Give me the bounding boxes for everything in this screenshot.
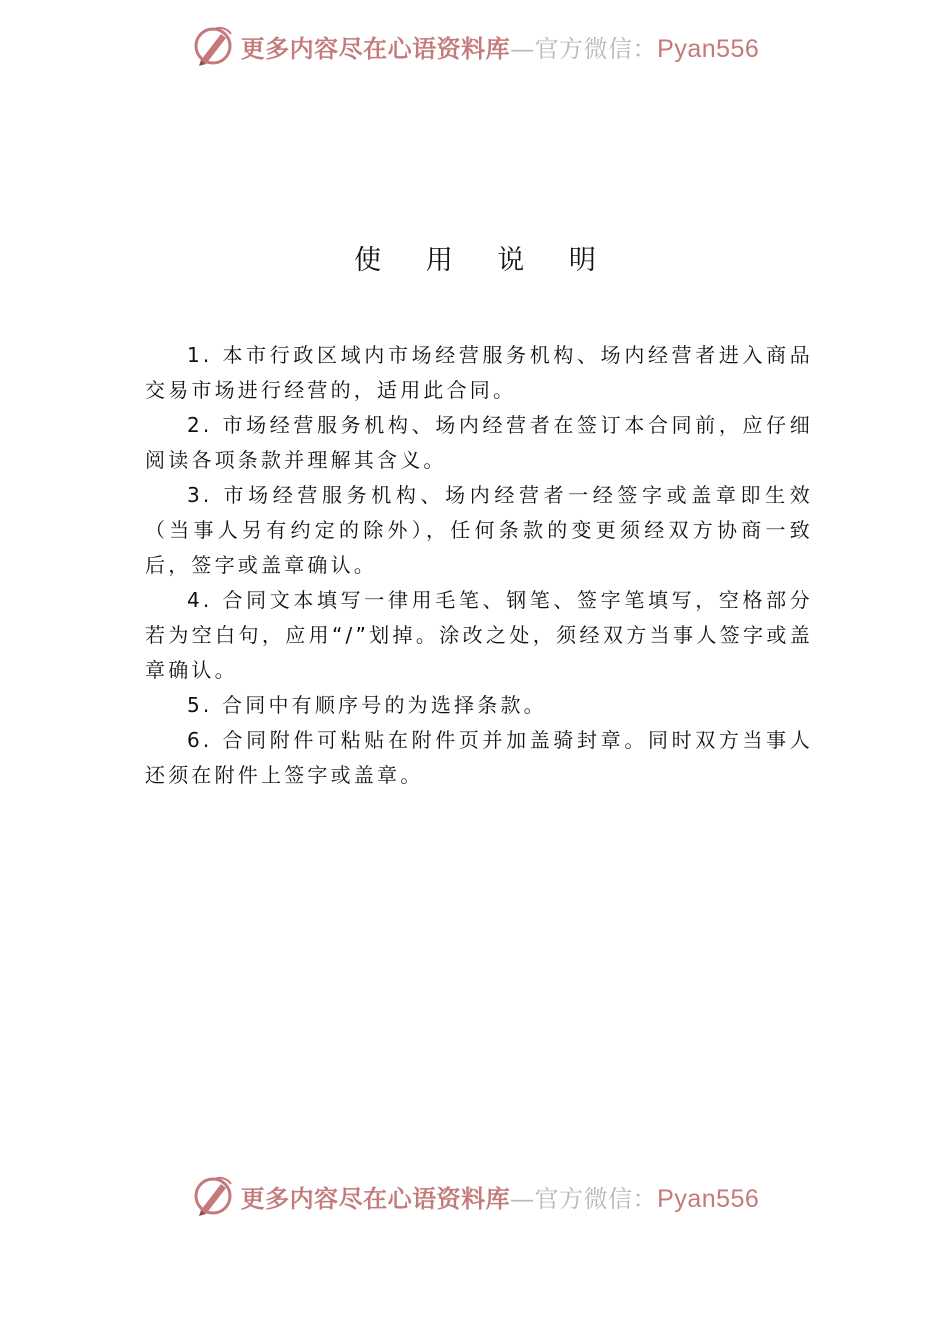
banner-separator: — (510, 34, 535, 63)
clause-list (145, 338, 813, 793)
banner-separator: — (510, 1184, 535, 1213)
clause-1: 1. 本市行政区域内市场经营服务机构、场内经营者进入商品交易市场进行经营的，适用此合同。 (145, 343, 813, 402)
clause-3: 3. 市场经营服务机构、场内经营者一经签字或盖章即生效（当事人另有约定的除外），任何条款的变更须经双方协商一致后，签字或盖章确认。 (145, 483, 813, 577)
pen-logo-icon (191, 24, 235, 68)
banner-wechat-label: 官方微信： (534, 1184, 658, 1213)
page-title: 使 用 说 明 (354, 245, 614, 276)
banner-wechat-id: Pyan556 (657, 1184, 760, 1213)
banner-wechat-label: 官方微信： (534, 34, 658, 63)
banner-title: 更多内容尽在心语资料库 (240, 1183, 511, 1213)
clause-5: 5. 合同中有顺序号的为选择条款。 (187, 693, 547, 717)
header-banner (0, 18, 950, 74)
banner-wechat-id: Pyan556 (657, 34, 760, 63)
footer-banner (0, 1168, 950, 1224)
banner-title: 更多内容尽在心语资料库 (240, 33, 511, 63)
clause-4: 4. 合同文本填写一律用毛笔、钢笔、签字笔填写，空格部分若为空白句，应用“/”划掉。涂改之处，须经双方当事人签字或盖章确认。 (145, 588, 813, 682)
clause-6: 6. 合同附件可粘贴在附件页并加盖骑封章。同时双方当事人还须在附件上签字或盖章。 (145, 728, 813, 787)
pen-logo-icon (191, 1174, 235, 1218)
clause-2: 2. 市场经营服务机构、场内经营者在签订本合同前，应仔细阅读各项条款并理解其含义。 (145, 413, 813, 472)
